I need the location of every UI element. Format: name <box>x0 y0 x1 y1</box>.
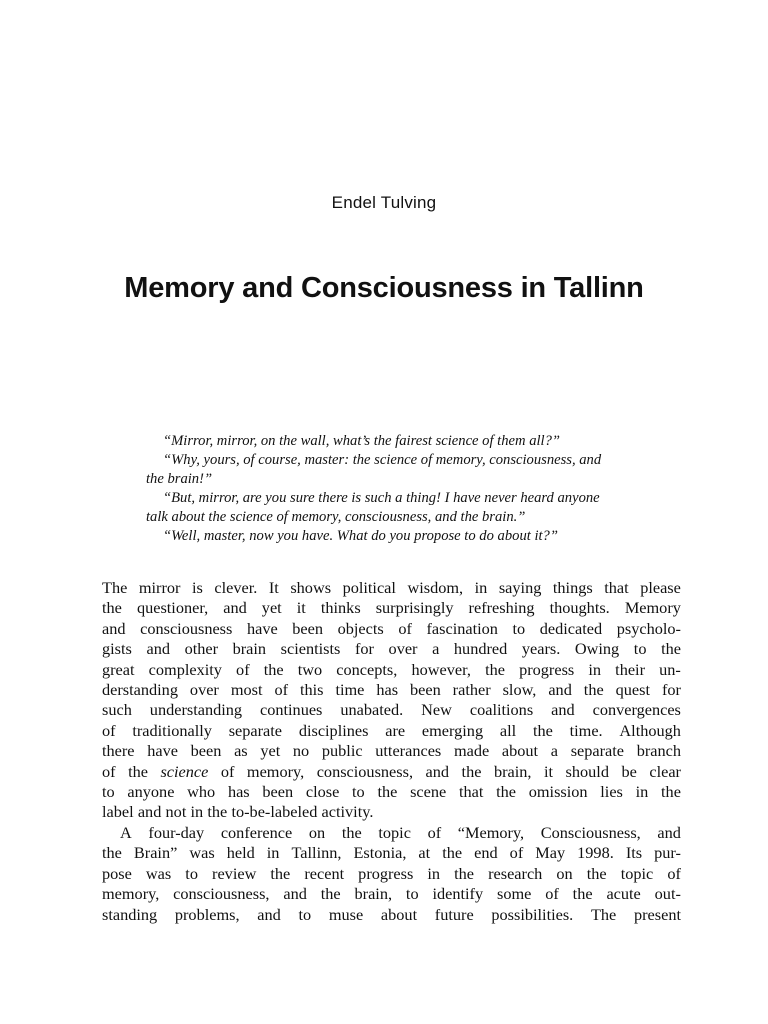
body-word: the <box>320 884 341 904</box>
body-word: to <box>102 782 115 802</box>
body-word: research <box>488 863 543 883</box>
body-word: in <box>474 578 488 597</box>
body-word: and <box>223 598 247 618</box>
body-word: the <box>661 639 681 659</box>
body-word: the <box>341 822 362 842</box>
body-word: consciousness, <box>173 884 270 904</box>
body-word: of <box>236 659 250 679</box>
body-word: of <box>220 761 235 781</box>
body-word: objects <box>337 618 384 638</box>
body-word: a <box>550 741 558 761</box>
body-word: the <box>485 659 505 679</box>
body-word: over <box>388 639 418 659</box>
body-word: Consciousness, <box>540 822 641 842</box>
body-word: the <box>102 598 122 618</box>
body-word: it <box>543 761 554 781</box>
body-word: disciplines <box>298 720 369 740</box>
body-word: Tallinn, <box>291 843 342 863</box>
body-word: the <box>461 761 482 781</box>
body-word: rather <box>452 680 491 700</box>
body-word: to <box>512 618 526 638</box>
body-word: some <box>496 884 532 904</box>
body-word: mirror <box>138 578 181 597</box>
body-word: of <box>274 680 288 700</box>
body-word: acute <box>606 884 641 904</box>
body-word: at <box>418 843 431 863</box>
body-word: the <box>454 863 475 883</box>
body-word: The <box>102 578 128 597</box>
body-word: for <box>354 639 374 659</box>
body-word: of <box>509 843 524 863</box>
body-word: concepts, <box>336 659 398 679</box>
body-word: gists <box>102 639 132 659</box>
body-word: separate <box>570 741 625 761</box>
body-word: be <box>621 761 637 781</box>
body-word: are <box>385 720 406 740</box>
body-word: lies <box>600 782 623 802</box>
body-word: the <box>270 863 291 883</box>
body-word: the <box>661 782 681 802</box>
body-line <box>102 721 681 741</box>
body-word: topic <box>378 822 411 842</box>
body-word: the <box>572 884 593 904</box>
body-word: brain, <box>354 884 393 904</box>
body-word: been <box>409 680 441 700</box>
body-word: of <box>667 863 681 883</box>
body-word: has <box>227 782 250 802</box>
body-word: other <box>184 639 219 659</box>
body-word: four-day <box>148 822 205 842</box>
body-word: yet <box>261 598 282 618</box>
body-word: Brain” <box>133 843 178 863</box>
body-word: as <box>234 741 248 761</box>
body-word: muse <box>328 904 364 924</box>
body-word: fascination <box>426 618 498 638</box>
body-word: held <box>226 843 255 863</box>
body-line <box>102 700 681 720</box>
body-word: it <box>296 598 306 618</box>
body-word: unabated. <box>340 700 404 720</box>
body-word: the <box>263 659 284 679</box>
body-word: identify <box>432 884 484 904</box>
body-word: was <box>145 863 172 883</box>
body-word: un- <box>659 659 681 679</box>
body-word: in <box>427 863 441 883</box>
body-word: scientists <box>280 639 341 659</box>
body-line <box>102 598 681 618</box>
body-word: derstanding <box>102 680 178 700</box>
body-word: shows <box>290 578 332 597</box>
body-word: pose <box>102 863 132 883</box>
body-word: thoughts. <box>549 598 610 618</box>
body-word: clever. <box>214 578 258 597</box>
body-word: psycholo- <box>616 618 681 638</box>
body-word: about <box>501 741 539 761</box>
body-word: been <box>190 741 222 761</box>
body-word: wisdom, <box>407 578 464 597</box>
epigraph-line: talk about the science of memory, consciousness, and the brain.” <box>146 509 526 525</box>
body-line <box>102 619 681 639</box>
body-word: political <box>342 578 396 597</box>
body-word: Owing <box>574 639 620 659</box>
body-word: progress <box>519 659 575 679</box>
epigraph-line: “But, mirror, are you sure there is such a thing! I have never heard anyone <box>163 490 600 506</box>
body-word: the <box>442 843 463 863</box>
body-line <box>102 823 681 843</box>
body-word: not <box>165 802 187 822</box>
body-line <box>102 680 681 700</box>
epigraph-line: “Mirror, mirror, on the wall, what’s the fairest science of them all?” <box>163 433 561 449</box>
body-word: has <box>376 680 399 700</box>
body-word: slow, <box>502 680 537 700</box>
body-word: possibilities. <box>491 904 574 924</box>
body-word: and <box>146 639 170 659</box>
body-word: review <box>212 863 257 883</box>
body-word: their <box>615 659 646 679</box>
body-word: of <box>102 720 116 740</box>
author-name: Endel Tulving <box>331 193 437 212</box>
body-word: utterances <box>375 741 442 761</box>
body-word: time <box>335 680 365 700</box>
body-word: on <box>556 863 573 883</box>
body-word: saying <box>498 578 542 597</box>
body-word: of <box>102 761 116 781</box>
body-line <box>102 843 681 863</box>
body-word: conference <box>220 822 293 842</box>
body-word: traditionally <box>132 720 212 740</box>
body-word: and <box>425 761 450 781</box>
body-word: It <box>268 578 279 597</box>
body-word: of <box>545 884 559 904</box>
body-word: and <box>551 700 575 720</box>
body-word: have <box>246 618 278 638</box>
body-word: most <box>230 680 263 700</box>
body-word: memory, <box>246 761 305 781</box>
body-word: standing <box>102 904 158 924</box>
body-word: should <box>565 761 609 781</box>
body-word: this <box>299 680 324 700</box>
body-word: Its <box>625 843 643 863</box>
body-text <box>102 578 681 925</box>
body-word: public <box>321 741 363 761</box>
body-word: in <box>266 843 280 863</box>
body-word: refreshing <box>468 598 535 618</box>
body-word: questioner, <box>136 598 209 618</box>
body-word: close <box>305 782 340 802</box>
body-word: the <box>207 802 228 822</box>
body-word: out- <box>654 884 681 904</box>
body-word: and <box>137 802 162 822</box>
body-word: omission <box>528 782 588 802</box>
body-word: yet <box>260 741 281 761</box>
body-word: is <box>191 578 203 597</box>
body-word: end <box>474 843 498 863</box>
body-word: the <box>583 680 604 700</box>
body-word: to <box>405 884 419 904</box>
body-word: made <box>453 741 490 761</box>
body-line <box>102 660 681 680</box>
body-word: clear <box>649 761 681 781</box>
body-line <box>102 802 681 822</box>
body-word: of <box>427 822 442 842</box>
body-word: scene <box>410 782 447 802</box>
body-word: the <box>496 782 516 802</box>
body-word: years. <box>521 639 561 659</box>
body-word: separate <box>228 720 283 740</box>
body-word: dedicated <box>539 618 603 638</box>
body-word: “Memory, <box>457 822 525 842</box>
body-word: time. <box>569 720 603 740</box>
body-word: brain, <box>493 761 532 781</box>
body-word: consciousness, <box>316 761 414 781</box>
body-word: and <box>657 822 681 842</box>
epigraph-line: the brain!” <box>146 471 213 487</box>
body-word: all <box>499 720 517 740</box>
body-word: was <box>189 843 215 863</box>
body-line <box>102 741 681 761</box>
body-word: memory, <box>102 884 160 904</box>
body-word: surprisingly <box>375 598 454 618</box>
body-word: the <box>102 843 122 863</box>
body-word: 1998. <box>577 843 614 863</box>
body-word: been <box>292 618 324 638</box>
body-word: there <box>102 741 135 761</box>
body-word: the <box>586 863 607 883</box>
body-word: and <box>102 618 126 638</box>
body-word: that <box>604 578 629 597</box>
body-line <box>102 578 681 598</box>
body-word: complexity <box>148 659 222 679</box>
body-word: to <box>352 782 365 802</box>
body-line <box>102 884 681 904</box>
body-word: New <box>421 700 452 720</box>
body-word: the <box>532 720 553 740</box>
body-line <box>102 905 681 925</box>
body-word: no <box>292 741 310 761</box>
body-word: and <box>257 904 281 924</box>
body-word: consciousness <box>140 618 233 638</box>
body-word: understanding <box>149 700 243 720</box>
body-word: continues <box>260 700 323 720</box>
epigraph-line: “Well, master, now you have. What do you propose to do about it?” <box>163 528 558 544</box>
body-word: on <box>308 822 326 842</box>
body-word: in <box>190 802 204 822</box>
body-word: activity. <box>321 802 374 822</box>
body-word: and <box>283 884 307 904</box>
body-line <box>102 639 681 659</box>
body-word: however, <box>411 659 471 679</box>
body-word: The <box>590 904 617 924</box>
body-word: a <box>432 639 440 659</box>
body-word: in <box>635 782 649 802</box>
body-word: and <box>548 680 572 700</box>
body-word: coalitions <box>469 700 534 720</box>
epigraph-line: “Why, yours, of course, master: the science of memory, consciousness, and <box>163 452 602 468</box>
body-word: pur- <box>654 843 681 863</box>
body-word: anyone <box>127 782 175 802</box>
body-word: have <box>147 741 178 761</box>
body-word: quest <box>615 680 651 700</box>
body-word: to-be-labeled <box>231 802 318 822</box>
body-word: topic <box>620 863 654 883</box>
body-word: such <box>102 700 132 720</box>
body-word: branch <box>636 741 681 761</box>
body-word: two <box>297 659 323 679</box>
body-word: science <box>160 761 209 781</box>
body-word: great <box>102 659 135 679</box>
body-word: emerging <box>421 720 484 740</box>
epigraph <box>146 432 656 546</box>
body-word: for <box>661 680 681 700</box>
body-word: label <box>102 802 134 822</box>
body-word: hundred <box>453 639 508 659</box>
body-word: of <box>398 618 412 638</box>
body-word: A <box>120 822 132 842</box>
body-word: thinks <box>320 598 361 618</box>
body-word: convergences <box>592 700 681 720</box>
body-word: Estonia, <box>353 843 407 863</box>
body-word: about <box>380 904 418 924</box>
body-word: future <box>434 904 474 924</box>
body-word: who <box>187 782 216 802</box>
body-word: the <box>128 761 148 781</box>
body-word: to <box>185 863 198 883</box>
body-line <box>102 864 681 884</box>
body-word: over <box>189 680 219 700</box>
body-word: to <box>633 639 647 659</box>
body-word: present <box>633 904 681 924</box>
body-word: Memory <box>624 598 681 618</box>
body-line <box>102 782 681 802</box>
body-word: problems, <box>174 904 240 924</box>
body-word: in <box>588 659 602 679</box>
body-line <box>102 762 681 782</box>
body-word: to <box>298 904 312 924</box>
body-word: that <box>458 782 484 802</box>
body-word: progress <box>358 863 414 883</box>
body-word: things <box>552 578 593 597</box>
body-word: Although <box>619 720 681 740</box>
body-word: please <box>640 578 681 597</box>
body-word: May <box>535 843 566 863</box>
body-word: brain <box>232 639 267 659</box>
chapter-title: Memory and Consciousness in Tallinn <box>124 272 644 304</box>
body-word: the <box>377 782 398 802</box>
body-word: been <box>262 782 294 802</box>
body-word: recent <box>304 863 345 883</box>
